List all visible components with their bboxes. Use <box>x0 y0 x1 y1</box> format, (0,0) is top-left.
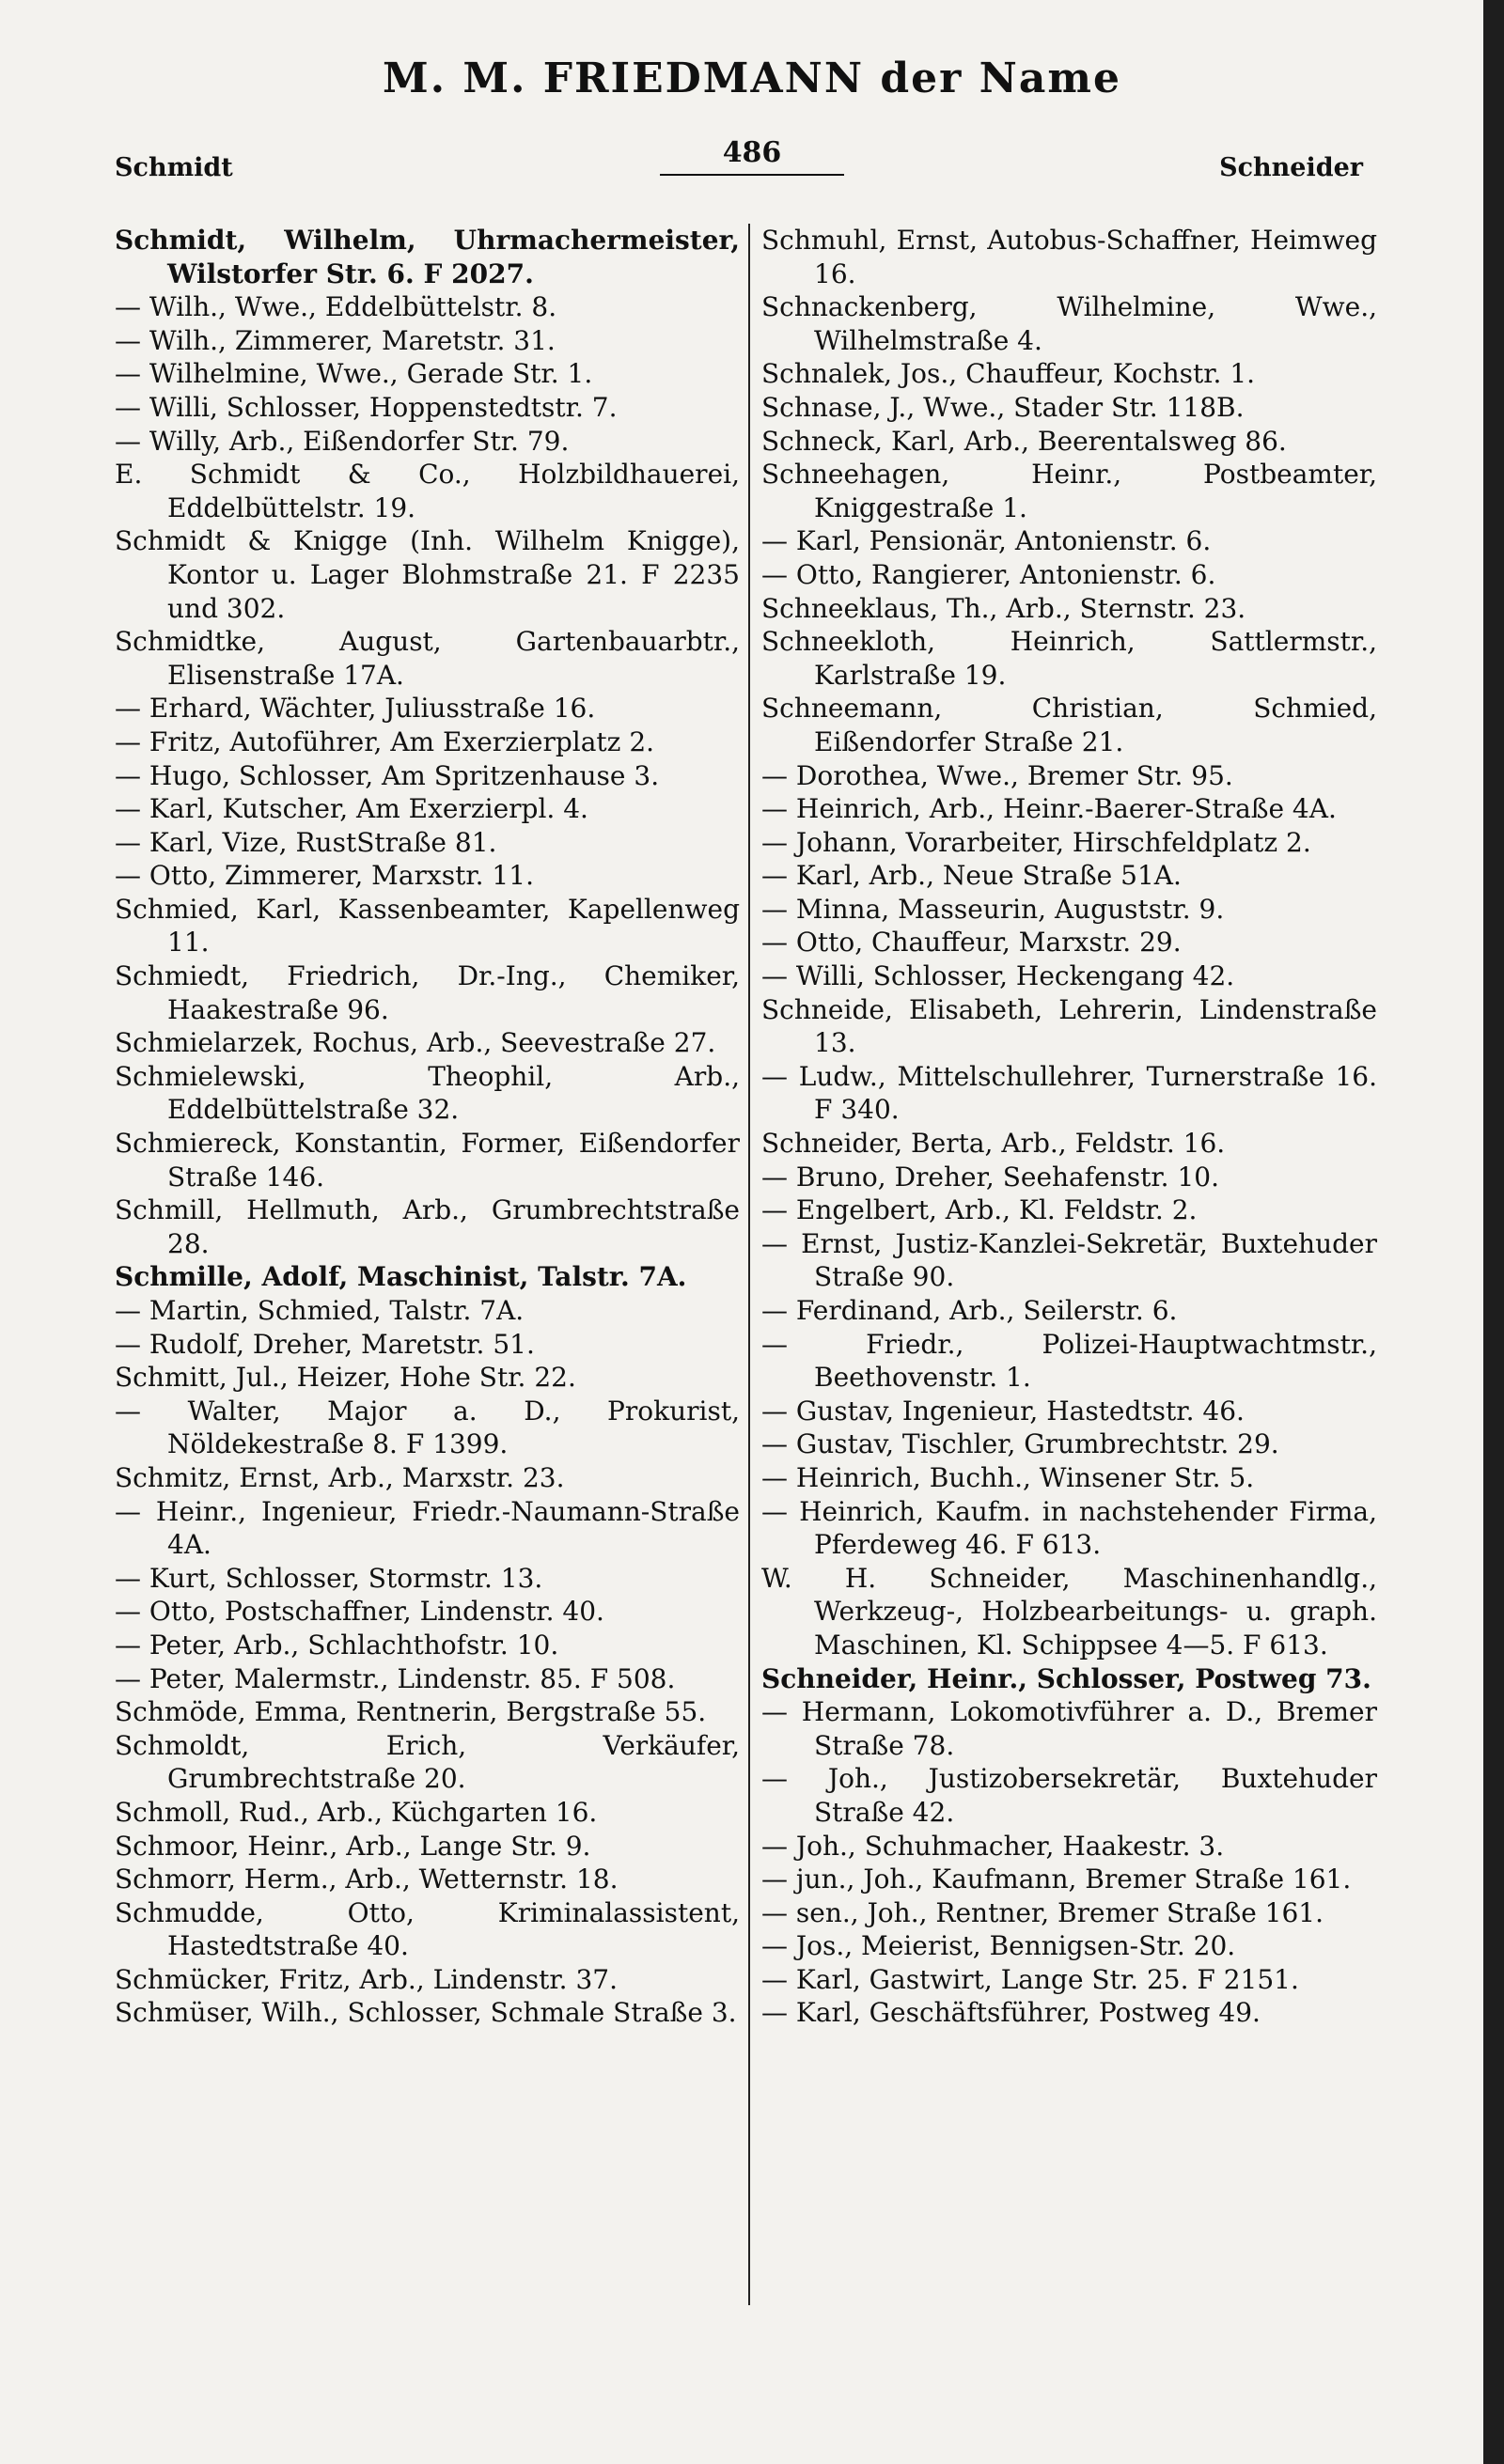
left-catchword: Schmidt <box>115 153 233 182</box>
directory-entry: — Jos., Meierist, Bennigsen-Str. 20. <box>761 1930 1236 1962</box>
directory-entry: Schmied, Karl, Kassenbeamter, Kapellenweg 11. <box>115 893 740 959</box>
directory-entry: — Karl, Vize, RustStraße 81. <box>115 826 497 858</box>
directory-entry: Schnalek, Jos., Chauffeur, Kochstr. 1. <box>761 358 1256 390</box>
directory-entry: — Gustav, Tischler, Grumbrechtstr. 29. <box>761 1428 1279 1460</box>
right-catchword: Schneider <box>1219 153 1363 182</box>
left-column <box>115 224 740 2030</box>
directory-entry: — Heinrich, Buchh., Winsener Str. 5. <box>761 1461 1255 1493</box>
directory-entry: — Fritz, Autoführer, Am Exerzierplatz 2. <box>115 725 655 757</box>
directory-entry: Schneider, Berta, Arb., Feldstr. 16. <box>761 1128 1226 1160</box>
directory-entry: — Rudolf, Dreher, Maretstr. 51. <box>115 1328 535 1360</box>
directory-entry: W. H. Schneider, Maschinenhandlg., Werkzeug-, Holzbearbeitungs- u. graph. Maschinen, Kl. Schippsee 4—5. F 613. <box>761 1562 1377 1661</box>
directory-entry: Schmidt & Knigge (Inh. Wilhelm Knigge), Kontor u. Lager Blohmstraße 21. F 2235 und 302. <box>115 525 740 624</box>
directory-entry: Schmoll, Rud., Arb., Küchgarten 16. <box>115 1796 598 1828</box>
directory-entry: — Dorothea, Wwe., Bremer Str. 95. <box>761 759 1233 791</box>
directory-entry: — Minna, Masseurin, Auguststr. 9. <box>761 893 1225 925</box>
directory-entry: — Ferdinand, Arb., Seilerstr. 6. <box>761 1295 1178 1326</box>
directory-entry: — Joh., Justizobersekretär, Buxtehuder Straße 42. <box>761 1763 1377 1828</box>
directory-entry: Schmill, Hellmuth, Arb., Grumbrechtstraße 28. <box>115 1194 740 1259</box>
directory-entry: — Engelbert, Arb., Kl. Feldstr. 2. <box>761 1194 1198 1226</box>
page-number: 486 <box>722 136 782 169</box>
directory-entry: — Heinr., Ingenieur, Friedr.-Naumann-Straße 4A. <box>115 1495 740 1561</box>
column-divider <box>748 224 750 2305</box>
directory-entry: — Otto, Rangierer, Antonienstr. 6. <box>761 558 1216 590</box>
directory-entry: — jun., Joh., Kaufmann, Bremer Straße 161. <box>761 1864 1352 1895</box>
directory-entry: Schneck, Karl, Arb., Beerentalsweg 86. <box>761 425 1287 457</box>
directory-entry: Schmidtke, August, Gartenbauarbtr., Elisenstraße 17A. <box>115 626 740 691</box>
directory-entry: — Johann, Vorarbeiter, Hirschfeldplatz 2. <box>761 826 1311 858</box>
directory-entry: — Joh., Schuhmacher, Haakestr. 3. <box>761 1830 1225 1862</box>
directory-entry: Schmüser, Wilh., Schlosser, Schmale Straße 3. <box>115 1997 737 2029</box>
directory-entry: — Walter, Major a. D., Prokurist, Nöldekestraße 8. F 1399. <box>115 1395 740 1460</box>
directory-entry: Schmitz, Ernst, Arb., Marxstr. 23. <box>115 1461 565 1493</box>
directory-entry: Schneide, Elisabeth, Lehrerin, Lindenstraße 13. <box>761 993 1377 1059</box>
running-header <box>0 136 1504 183</box>
directory-entry: Schmielarzek, Rochus, Arb., Seevestraße 27. <box>115 1027 716 1059</box>
directory-entry: Schmille, Adolf, Maschinist, Talstr. 7A. <box>115 1261 687 1293</box>
directory-entry: — Wilhelmine, Wwe., Gerade Str. 1. <box>115 358 593 390</box>
directory-entry: — Karl, Arb., Neue Straße 51A. <box>761 860 1182 892</box>
directory-entry: — Hugo, Schlosser, Am Spritzenhause 3. <box>115 759 660 791</box>
directory-entry: — Wilh., Zimmerer, Maretstr. 31. <box>115 324 556 356</box>
directory-entry: Schmitt, Jul., Heizer, Hohe Str. 22. <box>115 1362 576 1394</box>
directory-entry: Schneider, Heinr., Schlosser, Postweg 73. <box>761 1662 1371 1694</box>
directory-entry: — Heinrich, Arb., Heinr.-Baerer-Straße 4A. <box>761 793 1337 825</box>
directory-entry: — Willi, Schlosser, Hoppenstedtstr. 7. <box>115 391 618 423</box>
directory-entry: — Martin, Schmied, Talstr. 7A. <box>115 1295 525 1326</box>
directory-entry: Schmiedt, Friedrich, Dr.-Ing., Chemiker, Haakestraße 96. <box>115 960 740 1025</box>
directory-entry: — Willi, Schlosser, Heckengang 42. <box>761 960 1235 992</box>
directory-entry: — Peter, Arb., Schlachthofstr. 10. <box>115 1629 559 1661</box>
directory-entry: — sen., Joh., Rentner, Bremer Straße 161. <box>761 1896 1324 1928</box>
directory-entry: Schneeklaus, Th., Arb., Sternstr. 23. <box>761 592 1246 624</box>
directory-entry: Schmielewski, Theophil, Arb., Eddelbüttelstraße 32. <box>115 1060 740 1126</box>
directory-entry: E. Schmidt & Co., Holzbildhauerei, Eddelbüttelstr. 19. <box>115 459 740 523</box>
directory-entry: Schmoor, Heinr., Arb., Lange Str. 9. <box>115 1830 591 1862</box>
banner-advertisement: M. M. FRIEDMANN der Name <box>383 55 1121 102</box>
directory-entry: Schmidt, Wilhelm, Uhrmachermeister, Wilstorfer Str. 6. F 2027. <box>115 225 740 289</box>
directory-entry: — Otto, Zimmerer, Marxstr. 11. <box>115 860 534 892</box>
directory-entry: — Ludw., Mittelschullehrer, Turnerstraße 16. F 340. <box>761 1060 1377 1126</box>
directory-entry: — Hermann, Lokomotivführer a. D., Bremer Straße 78. <box>761 1696 1377 1761</box>
directory-entry: Schmöde, Emma, Rentnerin, Bergstraße 55. <box>115 1696 707 1728</box>
directory-entry: — Bruno, Dreher, Seehafenstr. 10. <box>761 1161 1219 1193</box>
directory-entry: — Peter, Malermstr., Lindenstr. 85. F 508. <box>115 1662 676 1694</box>
directory-entry: — Willy, Arb., Eißendorfer Str. 79. <box>115 425 570 457</box>
directory-entry: Schmorr, Herm., Arb., Wetternstr. 18. <box>115 1864 619 1895</box>
directory-entry: — Karl, Pensionär, Antonienstr. 6. <box>761 525 1212 557</box>
directory-entry: — Friedr., Polizei-Hauptwachtmstr., Beethovenstr. 1. <box>761 1328 1377 1394</box>
directory-entry: — Wilh., Wwe., Eddelbüttelstr. 8. <box>115 291 557 323</box>
directory-entry: Schmiereck, Konstantin, Former, Eißendorfer Straße 146. <box>115 1128 740 1193</box>
directory-entry: Schneehagen, Heinr., Postbeamter, Kniggestraße 1. <box>761 459 1377 523</box>
directory-entry: Schnackenberg, Wilhelmine, Wwe., Wilhelmstraße 4. <box>761 291 1377 356</box>
directory-entry: — Heinrich, Kaufm. in nachstehender Firma, Pferdeweg 46. F 613. <box>761 1495 1377 1561</box>
directory-entry: Schmücker, Fritz, Arb., Lindenstr. 37. <box>115 1963 618 1995</box>
directory-entry: Schnase, J., Wwe., Stader Str. 118B. <box>761 391 1245 423</box>
directory-entry: Schmuhl, Ernst, Autobus-Schaffner, Heimweg 16. <box>761 225 1377 289</box>
directory-entry: — Karl, Kutscher, Am Exerzierpl. 4. <box>115 793 588 825</box>
right-column <box>761 224 1377 2030</box>
directory-entry: Schneemann, Christian, Schmied, Eißendorfer Straße 21. <box>761 693 1377 757</box>
directory-entry: Schmoldt, Erich, Verkäufer, Grumbrechtstraße 20. <box>115 1729 740 1795</box>
directory-entry: — Ernst, Justiz-Kanzlei-Sekretär, Buxtehuder Straße 90. <box>761 1227 1377 1293</box>
directory-entry: — Gustav, Ingenieur, Hastedtstr. 46. <box>761 1395 1245 1427</box>
directory-entry: Schmudde, Otto, Kriminalassistent, Hastedtstraße 40. <box>115 1896 740 1962</box>
header-rule <box>660 174 844 176</box>
directory-entry: — Otto, Postschaffner, Lindenstr. 40. <box>115 1596 604 1628</box>
directory-entry: — Karl, Geschäftsführer, Postweg 49. <box>761 1997 1261 2029</box>
directory-entry: — Erhard, Wächter, Juliusstraße 16. <box>115 693 596 725</box>
directory-entry: — Otto, Chauffeur, Marxstr. 29. <box>761 927 1182 959</box>
directory-entry: Schneekloth, Heinrich, Sattlermstr., Karlstraße 19. <box>761 626 1377 691</box>
scan-edge <box>1483 0 1504 2464</box>
directory-entry: — Kurt, Schlosser, Stormstr. 13. <box>115 1562 543 1594</box>
directory-entry: — Karl, Gastwirt, Lange Str. 25. F 2151. <box>761 1963 1299 1995</box>
